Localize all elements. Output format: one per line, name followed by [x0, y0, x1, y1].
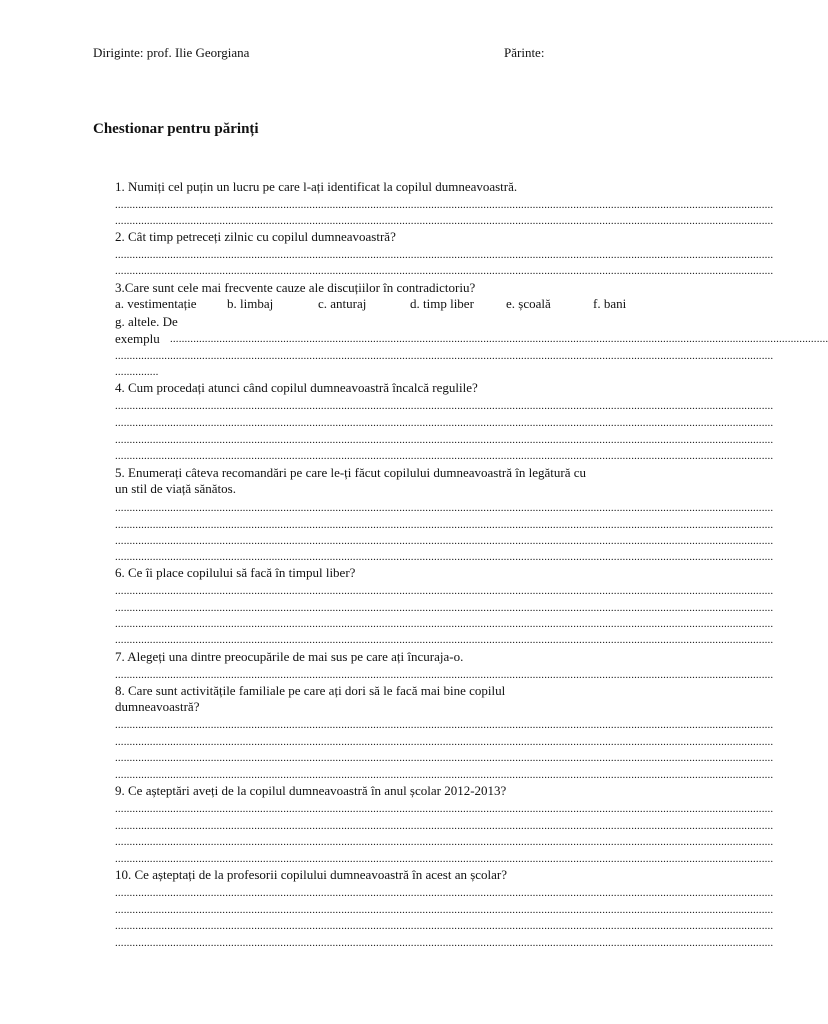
question-3: 3.Care sunt cele mai frecvente cauze ale discuțiilor în contradictoriu?: [115, 280, 476, 295]
question-1: 1. Numiți cel puțin un lucru pe care l-ați identificat la copilul dumneavoastră.: [115, 179, 518, 194]
answer-line: ...................................................................................................................................................................................................................................: [115, 535, 774, 547]
page-title: Chestionar pentru părinți: [93, 121, 259, 137]
option-a: a. vestimentație: [115, 296, 197, 311]
question-4: 4. Cum procedați atunci când copilul dumneavoastră încalcă regulile?: [115, 380, 478, 395]
diriginte-label: Diriginte: prof. Ilie Georgiana: [93, 45, 250, 60]
answer-line: ...................................................................................................................................................................................................................................: [115, 634, 774, 646]
answer-line: ...................................................................................................................................................................................................................................: [115, 887, 774, 899]
option-e: e. școală: [506, 296, 551, 311]
option-f: f. bani: [593, 296, 627, 311]
answer-line: ...................................................................................................................................................................................................................................: [115, 249, 774, 261]
answer-line: ...................................................................................................................................................................................................................................: [115, 585, 774, 597]
answer-line: ...................................................................................................................................................................................................................................: [115, 400, 774, 412]
answer-line: ...................................................................................................................................................................................................................................: [115, 736, 774, 748]
answer-line: ...................................................................................................................................................................................................................................: [115, 836, 774, 848]
answer-line: ...................................................................................................................................................................................................................................: [115, 502, 774, 514]
answer-line: ...................................................................................................................................................................................................................................: [115, 853, 774, 865]
answer-line: ...................................................................................................................................................................................................................................: [115, 434, 774, 446]
question-2: 2. Cât timp petreceți zilnic cu copilul dumneavoastră?: [115, 229, 396, 244]
question-7: 7. Alegeți una dintre preocupările de mai sus pe care ați încuraja-o.: [115, 649, 464, 664]
answer-line: ...................................................................................................................................................................................................................................: [115, 551, 774, 563]
question-6: 6. Ce îi place copilului să facă în timpul liber?: [115, 565, 356, 580]
answer-line: ...................................................................................................................................................................................................................................: [115, 752, 774, 764]
answer-line: ...................................................................................................................................................................................................................................: [115, 618, 774, 630]
question-8-line-1: 8. Care sunt activitățile familiale pe care ați dori să le facă mai bine copilul: [115, 683, 506, 698]
answer-line-short: ...............: [115, 366, 159, 378]
question-5-line-1: 5. Enumerați câteva recomandări pe care le-ți făcut copilului dumneavoastră în legătură cu: [115, 465, 587, 480]
option-g: g. altele. De: [115, 314, 178, 329]
answer-line: ...................................................................................................................................................................................................................................: [115, 937, 774, 949]
answer-line: ...................................................................................................................................................................................................................................: [170, 333, 828, 345]
question-8-line-2: dumneavoastră?: [115, 699, 200, 714]
answer-line: ...................................................................................................................................................................................................................................: [115, 904, 774, 916]
answer-line: ...................................................................................................................................................................................................................................: [115, 820, 774, 832]
answer-line: ...................................................................................................................................................................................................................................: [115, 602, 774, 614]
answer-line: ...................................................................................................................................................................................................................................: [115, 265, 774, 277]
answer-line: ...................................................................................................................................................................................................................................: [115, 669, 774, 681]
option-c: c. anturaj: [318, 296, 367, 311]
answer-line: ...................................................................................................................................................................................................................................: [115, 417, 774, 429]
answer-line: ...................................................................................................................................................................................................................................: [115, 519, 774, 531]
option-b: b. limbaj: [227, 296, 274, 311]
answer-line: ...................................................................................................................................................................................................................................: [115, 769, 774, 781]
question-10: 10. Ce așteptați de la profesorii copilului dumneavoastră în acest an școlar?: [115, 867, 508, 882]
question-9: 9. Ce așteptări aveți de la copilul dumneavoastră în anul școlar 2012-2013?: [115, 783, 507, 798]
option-d: d. timp liber: [410, 296, 474, 311]
answer-line: ...................................................................................................................................................................................................................................: [115, 215, 774, 227]
answer-line: ...................................................................................................................................................................................................................................: [115, 719, 774, 731]
parinte-label: Părinte:: [504, 45, 545, 60]
answer-line: ...................................................................................................................................................................................................................................: [115, 199, 774, 211]
answer-line: ...................................................................................................................................................................................................................................: [115, 920, 774, 932]
answer-line: ...................................................................................................................................................................................................................................: [115, 350, 774, 362]
question-5-line-2: un stil de viață sănătos.: [115, 481, 236, 496]
answer-line: ...................................................................................................................................................................................................................................: [115, 450, 774, 462]
answer-line: ...................................................................................................................................................................................................................................: [115, 803, 774, 815]
exemplu-label: exemplu: [115, 331, 160, 346]
